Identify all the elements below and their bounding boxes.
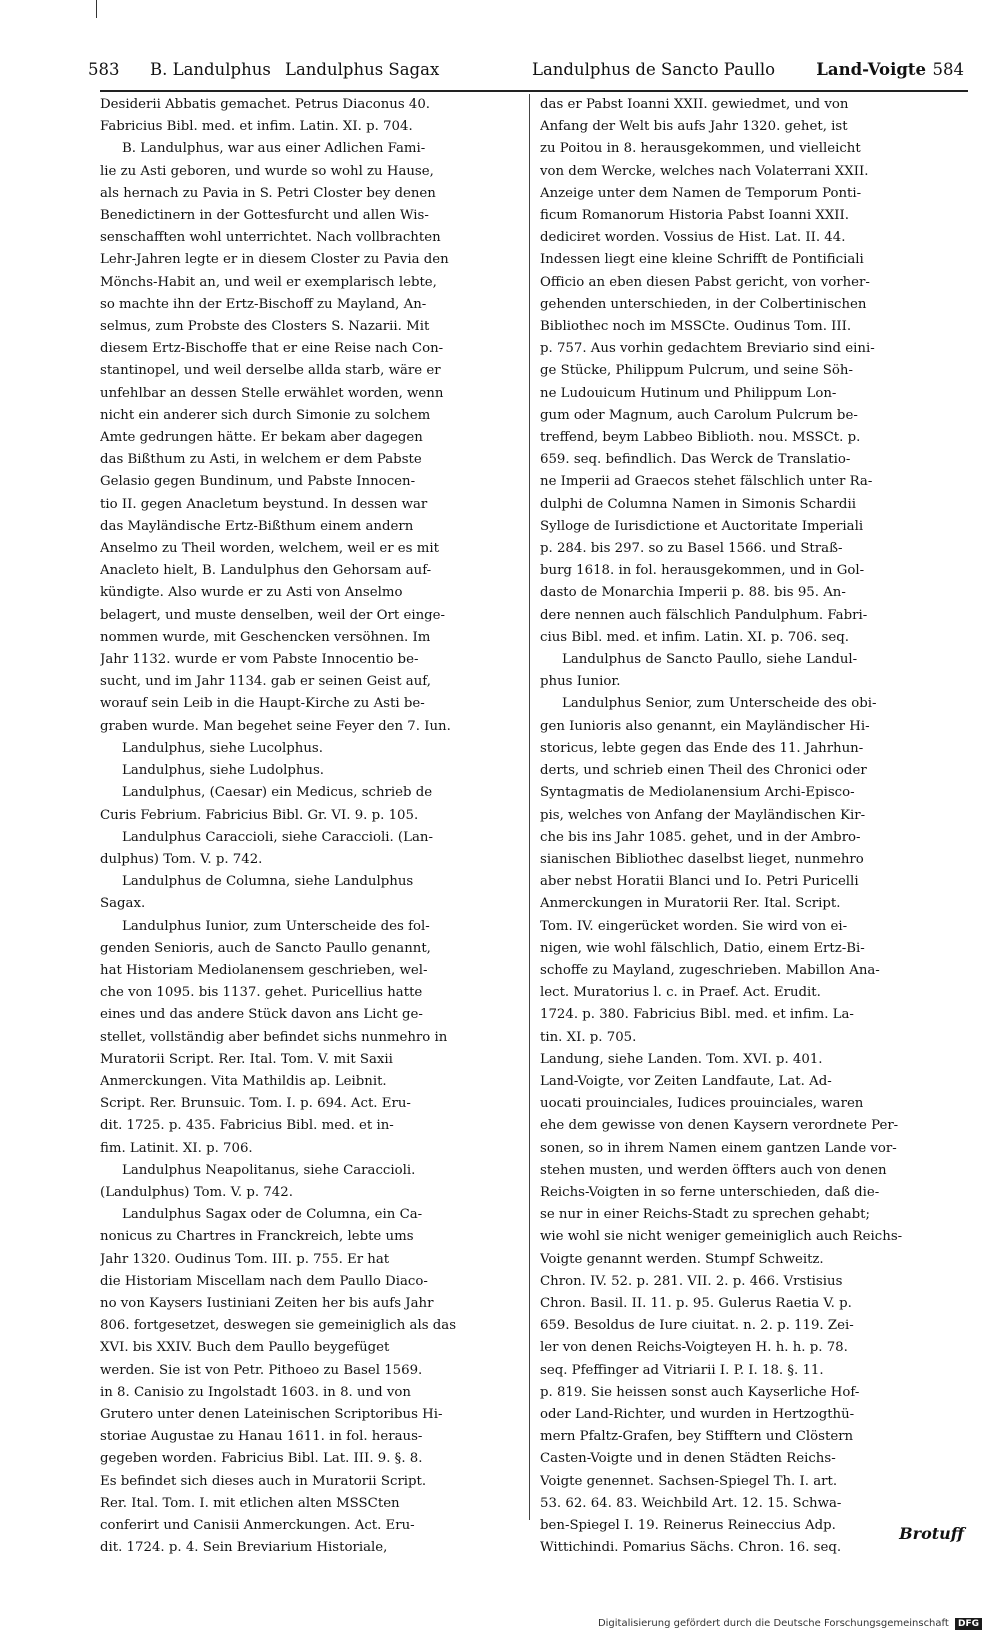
text-line: derts, und schrieb einen Theil des Chronici oder <box>540 763 867 779</box>
text-line: tin. XI. p. 705. <box>540 1029 637 1045</box>
text-line: Anmerckungen. Vita Mathildis ap. Leibnit. <box>100 1073 387 1089</box>
text-line: dit. 1725. p. 435. Fabricius Bibl. med. et in- <box>100 1118 394 1134</box>
text-line: Tom. IV. eingerücket worden. Sie wird von ei- <box>540 918 848 934</box>
text-line: gum oder Magnum, auch Carolum Pulcrum be- <box>540 407 858 423</box>
header-rule <box>100 90 968 92</box>
text-line: stehen musten, und werden öffters auch von denen <box>540 1162 887 1178</box>
text-line: Anmerckungen in Muratorii Rer. Ital. Script. <box>540 896 841 912</box>
left-column <box>100 94 518 1559</box>
text-line: die Historiam Miscellam nach dem Paullo Diaco- <box>100 1273 428 1289</box>
text-line: Landulphus, (Caesar) ein Medicus, schrieb de <box>122 785 433 801</box>
text-line: uocati prouinciales, Iudices prouinciales, waren <box>540 1096 864 1112</box>
text-line: Landulphus Senior, zum Unterscheide des obi- <box>562 696 877 712</box>
text-line: dulphus) Tom. V. p. 742. <box>100 851 263 867</box>
text-line: Chron. IV. 52. p. 281. VII. 2. p. 466. Vrstisius <box>540 1273 843 1289</box>
header-keyword-2: Landulphus Sagax <box>285 60 440 79</box>
text-line: che bis ins Jahr 1085. gehet, und in der Ambro- <box>540 829 861 845</box>
text-line: Desiderii Abbatis gemachet. Petrus Diaconus 40. <box>100 97 431 112</box>
text-line: Anselmo zu Theil worden, welchem, weil er es mit <box>100 541 439 557</box>
text-line: genden Senioris, auch de Sancto Paullo genannt, <box>100 940 431 956</box>
text-line: Muratorii Script. Rer. Ital. Tom. V. mit Saxii <box>100 1051 393 1067</box>
text-line: aber nebst Horatii Blanci und Io. Petri Puricelli <box>540 874 859 890</box>
text-line: dulphi de Columna Namen in Simonis Schardii <box>540 496 856 512</box>
text-line: ehe dem gewisse von denen Kaysern verordnete Per- <box>540 1118 899 1134</box>
text-line: Benedictinern in der Gottesfurcht und allen Wis- <box>100 208 429 224</box>
text-line: tio II. gegen Anacletum beystund. In dessen war <box>100 496 428 512</box>
text-line: Landulphus de Sancto Paullo, siehe Landul- <box>562 652 858 668</box>
text-line: Landulphus, siehe Lucolphus. <box>122 740 323 756</box>
text-line: Mönchs-Habit an, und weil er exemplarisch lebte, <box>100 274 437 290</box>
text-line: ler von denen Reichs-Voigteyen H. h. h. p. 78. <box>540 1340 848 1356</box>
text-line: Anzeige unter dem Namen de Temporum Ponti- <box>540 185 862 201</box>
text-line: sonen, so in ihrem Namen einem gantzen Lande vor- <box>540 1140 897 1156</box>
text-line: Voigte genennet. Sachsen-Spiegel Th. I. art. <box>540 1473 838 1489</box>
text-line: 53. 62. 64. 83. Weichbild Art. 12. 15. Schwa- <box>540 1495 842 1511</box>
text-line: nigen, wie wohl fälschlich, Datio, einem Ertz-Bi- <box>540 940 865 956</box>
text-line: Landung, siehe Landen. Tom. XVI. p. 401. <box>540 1051 823 1067</box>
text-line: diesem Ertz-Bischoffe that er eine Reise nach Con- <box>100 341 444 357</box>
text-line: sianischen Bibliothec daselbst lieget, nunmehro <box>540 851 864 867</box>
page-number-left: 583 <box>88 60 120 79</box>
text-line: ne Ludouicum Hutinum und Philippum Lon- <box>540 385 837 401</box>
dfg-logo: DFG <box>955 1618 982 1630</box>
text-line: conferirt und Canisii Anmerckungen. Act. Eru- <box>100 1518 415 1533</box>
text-line: lie zu Asti geboren, und wurde so wohl zu Hause, <box>100 163 434 179</box>
text-line: unfehlbar an dessen Stelle erwählet worden, wenn <box>100 385 444 401</box>
text-line: Officio an eben diesen Pabst gericht, von vorher- <box>540 274 870 290</box>
text-line: cius Bibl. med. et infim. Latin. XI. p. 706. seq. <box>540 629 849 645</box>
text-line: B. Landulphus, war aus einer Adlichen Fami- <box>122 141 426 157</box>
text-line: ne Imperii ad Graecos stehet fälschlich unter Ra- <box>540 474 873 490</box>
text-line: no von Kaysers Iustiniani Zeiten her bis aufs Jahr <box>100 1295 434 1311</box>
text-line: dasto de Monarchia Imperii p. 88. bis 95. An- <box>540 585 846 601</box>
text-line: p. 284. bis 297. so zu Basel 1566. und Straß- <box>540 541 843 557</box>
text-line: 659. Besoldus de Iure ciuitat. n. 2. p. 119. Zei- <box>540 1318 854 1334</box>
text-line: che von 1095. bis 1137. gehet. Puricellius hatte <box>100 985 423 1001</box>
text-line: das Mayländische Ertz-Bißthum einem andern <box>100 518 414 534</box>
text-line: Wittichindi. Pomarius Sächs. Chron. 16. seq. <box>540 1540 842 1556</box>
text-line: Curis Febrium. Fabricius Bibl. Gr. VI. 9. p. 105. <box>100 807 419 823</box>
text-line: Rer. Ital. Tom. I. mit etlichen alten MSSCten <box>100 1495 400 1511</box>
text-line: fim. Latinit. XI. p. 706. <box>100 1140 253 1156</box>
text-line: senschafften wohl unterrichtet. Nach vollbrachten <box>100 230 441 246</box>
text-line: in 8. Canisio zu Ingolstadt 1603. in 8. und von <box>100 1384 411 1400</box>
text-line: Reichs-Voigten in so ferne unterschieden, daß die- <box>540 1184 880 1200</box>
text-line: nommen wurde, mit Geschencken versöhnen. Im <box>100 629 431 645</box>
text-line: Landulphus Caraccioli, siehe Caraccioli. (Lan- <box>122 829 433 845</box>
text-line: gegeben worden. Fabricius Bibl. Lat. III. 9. §. 8. <box>100 1451 423 1467</box>
text-line: ficum Romanorum Historia Pabst Ioanni XXII. <box>540 208 850 224</box>
text-line: Landulphus Neapolitanus, siehe Caraccioli. <box>122 1162 416 1178</box>
text-line: Fabricius Bibl. med. et infim. Latin. XI. p. 704. <box>100 119 413 135</box>
text-line: Bibliothec noch im MSSCte. Oudinus Tom. III. <box>540 319 852 335</box>
text-line: als hernach zu Pavia in S. Petri Closter bey denen <box>100 185 436 201</box>
text-line: 1724. p. 380. Fabricius Bibl. med. et infim. La- <box>540 1007 854 1023</box>
text-line: 659. seq. befindlich. Das Werck de Translatio- <box>540 452 851 468</box>
text-line: Jahr 1320. Oudinus Tom. III. p. 755. Er hat <box>100 1251 390 1267</box>
text-line: werden. Sie ist von Petr. Pithoeo zu Basel 1569. <box>100 1362 423 1378</box>
text-line: burg 1618. in fol. herausgekommen, und in Gol- <box>540 563 865 579</box>
text-line: zu Poitou in 8. herausgekommen, und vielleicht <box>540 141 861 157</box>
text-line: Gelasio gegen Bundinum, und Pabste Innocen- <box>100 474 416 490</box>
text-line: (Landulphus) Tom. V. p. 742. <box>100 1184 293 1200</box>
footer-credit <box>598 1618 982 1630</box>
text-line: XVI. bis XXIV. Buch dem Paullo beygefüget <box>100 1340 390 1356</box>
text-line: mern Pfaltz-Grafen, bey Stifftern und Clöstern <box>540 1429 854 1445</box>
text-line: Lehr-Jahren legte er in diesem Closter zu Pavia den <box>100 252 449 268</box>
text-line: dediciret worden. Vossius de Hist. Lat. II. 44. <box>540 230 846 246</box>
column-divider <box>529 94 530 1520</box>
text-line: Land-Voigte, vor Zeiten Landfaute, Lat. Ad- <box>540 1073 832 1089</box>
right-column <box>540 94 958 1559</box>
text-line: Anfang der Welt bis aufs Jahr 1320. gehet, ist <box>540 119 848 135</box>
page-header <box>88 52 964 88</box>
text-line: treffend, beym Labbeo Biblioth. nou. MSSCt. p. <box>540 430 861 446</box>
text-line: phus Iunior. <box>540 674 621 690</box>
text-line: pis, welches von Anfang der Mayländischen Kir- <box>540 807 866 823</box>
header-keyword-1: B. Landulphus <box>150 60 271 79</box>
text-line: Jahr 1132. wurde er vom Pabste Innocentio be- <box>100 652 419 668</box>
text-line: Voigte genannt werden. Stumpf Schweitz. <box>540 1251 824 1267</box>
text-line: von dem Wercke, welches nach Volaterrani XXII. <box>540 163 869 179</box>
text-line: dere nennen auch fälschlich Pandulphum. Fabri- <box>540 607 868 623</box>
text-line: lect. Muratorius l. c. in Praef. Act. Erudit. <box>540 985 821 1001</box>
text-line: dit. 1724. p. 4. Sein Breviarium Historiale, <box>100 1540 388 1556</box>
text-line: Sylloge de Iurisdictione et Auctoritate Imperiali <box>540 518 864 534</box>
text-line: storiae Augustae zu Hanau 1611. in fol. heraus- <box>100 1429 423 1445</box>
text-line: gehenden unterschieden, in der Colbertinischen <box>540 296 867 312</box>
page-edge-mark <box>96 0 97 18</box>
text-line: gen Iunioris also genannt, ein Mayländischer Hi- <box>540 718 870 734</box>
header-keyword-3: Landulphus de Sancto Paullo <box>532 60 776 79</box>
text-line: nicht ein anderer sich durch Simonie zu solchem <box>100 407 431 423</box>
text-line: Landulphus, siehe Ludolphus. <box>122 763 325 779</box>
text-line: Anacleto hielt, B. Landulphus den Gehorsam auf- <box>100 563 432 579</box>
text-line: oder Land-Richter, und wurden in Hertzogthü- <box>540 1406 855 1422</box>
text-line: belagert, und muste denselben, weil der Ort einge- <box>100 607 446 623</box>
footer-credit-text: Digitalisierung gefördert durch die Deutsche Forschungsgemeinschaft <box>597 1618 949 1629</box>
text-line: stellet, vollständig aber befindet sichs nunmehro in <box>100 1029 448 1045</box>
text-line: eines und das andere Stück davon ans Licht ge- <box>100 1007 423 1023</box>
text-line: Landulphus Iunior, zum Unterscheide des fol- <box>122 918 430 934</box>
text-line: Grutero unter denen Lateinischen Scriptoribus Hi- <box>100 1406 443 1422</box>
catchword: Brotuff <box>899 1524 964 1543</box>
page-number-right: 584 <box>932 60 964 79</box>
text-line: ben-Spiegel I. 19. Reinerus Reineccius Adp. <box>540 1518 836 1533</box>
text-line: stantinopel, und weil derselbe allda starb, wäre er <box>100 363 441 379</box>
text-line: Sagax. <box>100 896 146 912</box>
text-line: seq. Pfeffinger ad Vitriarii I. P. I. 18. §. 11. <box>540 1362 824 1378</box>
text-line: p. 819. Sie heissen sonst auch Kayserliche Hof- <box>540 1384 860 1400</box>
text-line: nonicus zu Chartres in Franckreich, lebte ums <box>100 1229 414 1245</box>
text-line: selmus, zum Probste des Closters S. Nazarii. Mit <box>100 319 430 335</box>
text-line: kündigte. Also wurde er zu Asti von Anselmo <box>100 585 403 601</box>
text-line: Es befindet sich dieses auch in Muratorii Script. <box>100 1473 427 1489</box>
header-keyword-4: Land-Voigte <box>816 60 926 79</box>
text-line: Casten-Voigte und in denen Städten Reichs- <box>540 1451 836 1467</box>
text-line: se nur in einer Reichs-Stadt zu sprechen gehabt; <box>540 1207 870 1223</box>
text-line: das er Pabst Ioanni XXII. gewiedmet, und von <box>540 97 849 112</box>
text-line: p. 757. Aus vorhin gedachtem Breviario sind eini- <box>540 341 875 357</box>
text-line: Script. Rer. Brunsuic. Tom. I. p. 694. Act. Eru- <box>100 1096 411 1112</box>
text-line: Chron. Basil. II. 11. p. 95. Gulerus Raetia V. p. <box>540 1295 852 1311</box>
text-line: Landulphus Sagax oder de Columna, ein Ca- <box>122 1207 423 1223</box>
text-line: Amte gedrungen hätte. Er bekam aber dagegen <box>100 430 423 446</box>
text-line: hat Historiam Mediolanensem geschrieben, wel- <box>100 962 428 978</box>
text-line: Indessen liegt eine kleine Schrifft de Pontificiali <box>540 252 864 268</box>
text-line: 806. fortgesetzet, deswegen sie gemeiniglich als das <box>100 1318 457 1334</box>
text-line: das Bißthum zu Asti, in welchem er dem Pabste <box>100 452 422 468</box>
text-line: schoffe zu Mayland, zugeschrieben. Mabillon Ana- <box>540 962 880 978</box>
text-line: Syntagmatis de Mediolanensium Archi-Episco- <box>540 785 855 801</box>
text-line: ge Stücke, Philippum Pulcrum, und seine Söh- <box>540 363 853 379</box>
text-line: worauf sein Leib in die Haupt-Kirche zu Asti be- <box>100 696 425 712</box>
text-line: Landulphus de Columna, siehe Landulphus <box>122 874 414 890</box>
text-line: wie wohl sie nicht weniger gemeiniglich auch Reichs- <box>540 1229 903 1245</box>
text-line: graben wurde. Man begehet seine Feyer den 7. Iun. <box>100 718 451 734</box>
text-line: sucht, und im Jahr 1134. gab er seinen Geist auf, <box>100 674 431 690</box>
text-line: storicus, lebte gegen das Ende des 11. Jahrhun- <box>540 740 864 756</box>
text-line: so machte ihn der Ertz-Bischoff zu Mayland, An- <box>100 296 427 312</box>
